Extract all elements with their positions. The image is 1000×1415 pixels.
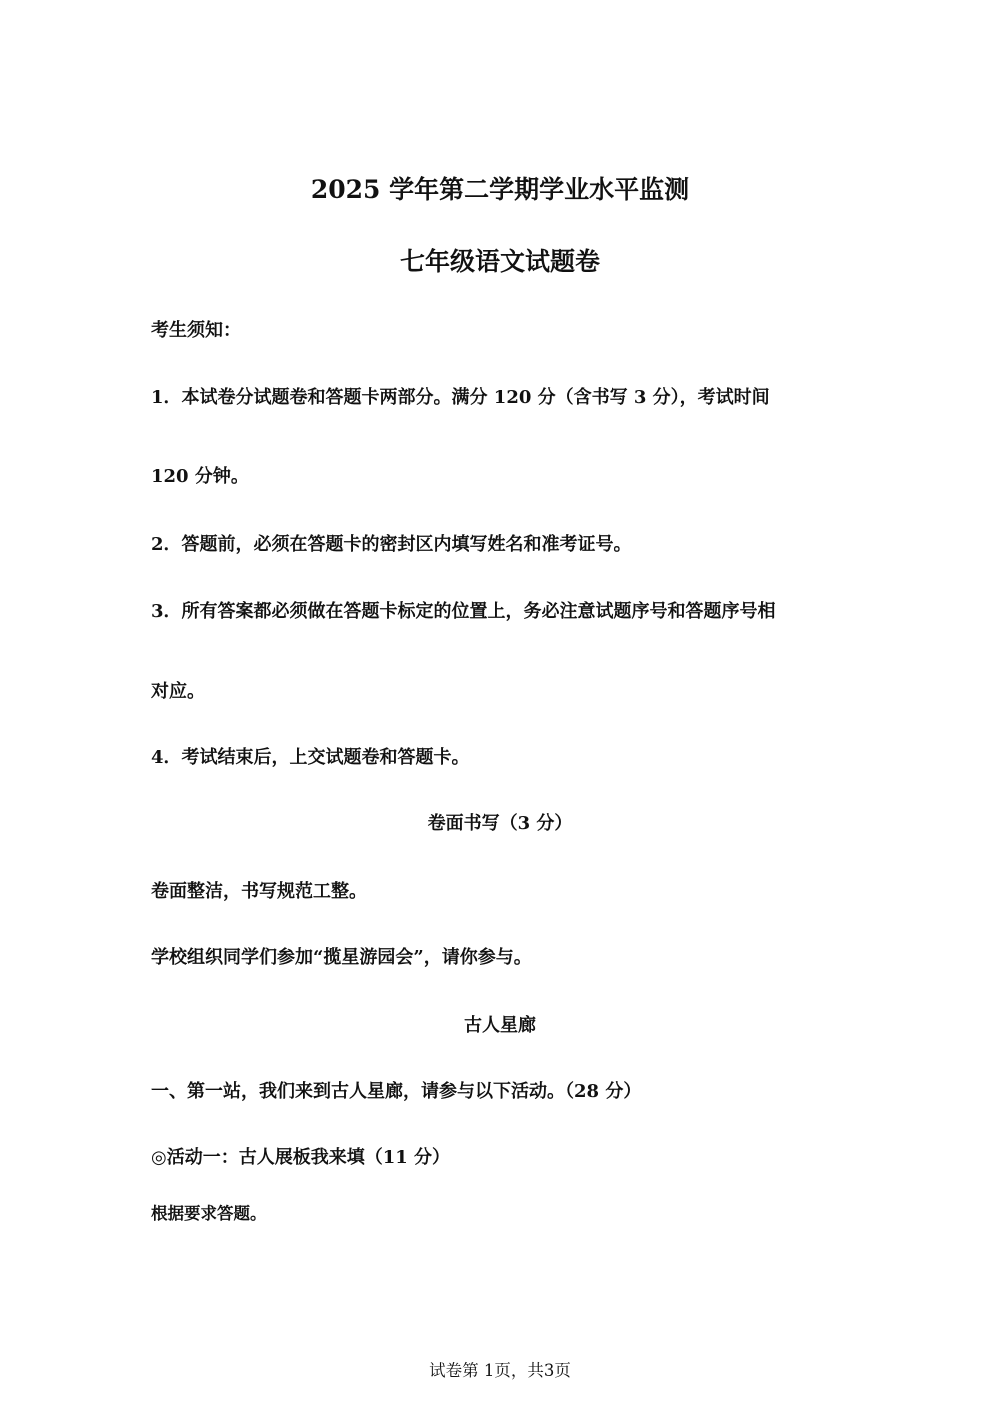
notice-item-3-continued: 对应。 [151,681,205,702]
page-footer: 试卷第 1页，共3页 [429,1361,571,1380]
activity-instruction: 根据要求答题。 [151,1204,267,1223]
question-1-heading: 一、第一站，我们来到古人星廊，请参与以下活动。（28 分） [151,1081,642,1102]
notice-item-1-continued: 120 分钟。 [151,466,249,487]
intro-text: 学校组织同学们参加“揽星游园会”，请你参与。 [151,947,532,968]
notice-item-2: 2．答题前，必须在答题卡的密封区内填写姓名和准考证号。 [151,534,632,555]
writing-heading: 卷面书写（3 分） [427,813,573,834]
notice-heading: 考生须知： [151,320,241,341]
notice-item-3: 3．所有答案都必须做在答题卡标定的位置上，务必注意试题序号和答题序号相 [151,601,776,622]
writing-text: 卷面整洁，书写规范工整。 [151,881,367,902]
exam-title: 2025 学年第二学期学业水平监测 [310,175,690,204]
notice-item-1: 1．本试卷分试题卷和答题卡两部分。满分 120 分（含书写 3 分），考试时间 [151,387,770,408]
activity-1-heading: ◎活动一：古人展板我来填（11 分） [151,1147,451,1168]
exam-subtitle: 七年级语文试题卷 [399,247,600,276]
notice-item-4: 4．考试结束后，上交试题卷和答题卡。 [151,747,470,768]
section-heading: 古人星廊 [464,1015,536,1036]
